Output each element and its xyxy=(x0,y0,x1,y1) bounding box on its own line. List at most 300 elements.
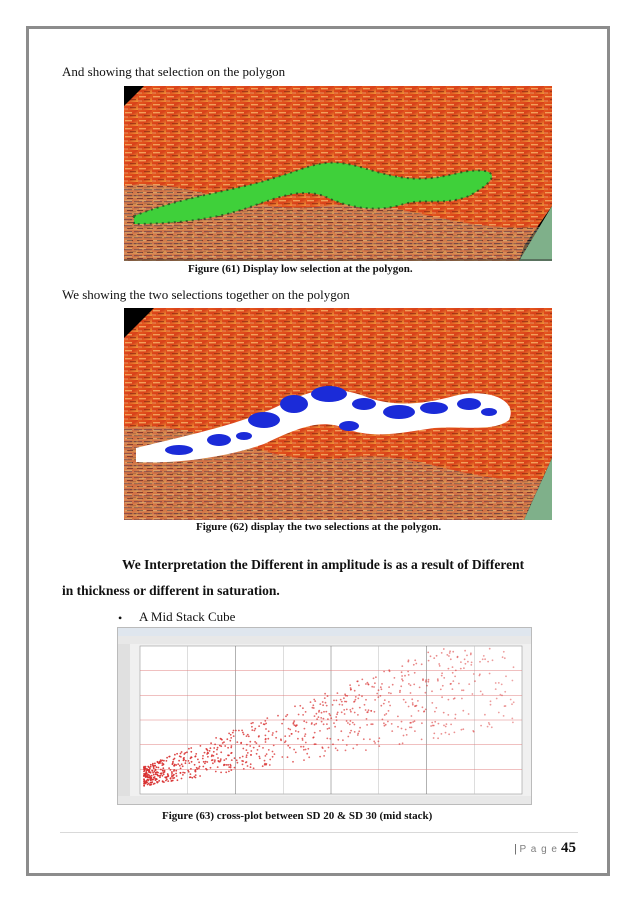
crossplot-point xyxy=(470,664,472,666)
crossplot-point xyxy=(154,783,156,785)
crossplot-point xyxy=(340,730,342,732)
crossplot-point xyxy=(397,726,399,728)
crossplot-point xyxy=(303,759,305,761)
crossplot-point xyxy=(289,735,291,737)
crossplot-point xyxy=(480,691,482,693)
crossplot-point xyxy=(388,692,390,694)
crossplot-point xyxy=(154,770,156,772)
figure-63-caption: Figure (63) cross-plot between SD 20 & SD 30 (mid stack) xyxy=(162,810,433,822)
crossplot-point xyxy=(159,762,161,764)
crossplot-point xyxy=(388,686,390,688)
crossplot-point xyxy=(321,712,323,714)
crossplot-point xyxy=(371,686,373,688)
crossplot-point xyxy=(321,746,323,748)
crossplot-point xyxy=(378,741,380,743)
crossplot-point xyxy=(143,778,145,780)
crossplot-point xyxy=(198,767,200,769)
crossplot-point xyxy=(391,730,393,732)
crossplot-point xyxy=(370,710,372,712)
crossplot-point xyxy=(505,705,507,707)
crossplot-point xyxy=(163,760,165,762)
crossplot-point xyxy=(407,671,409,673)
crossplot-point xyxy=(433,733,435,735)
crossplot-point xyxy=(408,674,410,676)
crossplot-point xyxy=(224,745,226,747)
crossplot-point xyxy=(235,730,237,732)
crossplot-point xyxy=(443,725,445,727)
crossplot-point xyxy=(415,663,417,665)
crossplot-point xyxy=(153,767,155,769)
crossplot-point xyxy=(152,772,154,774)
crossplot-point xyxy=(213,747,215,749)
crossplot-point xyxy=(182,765,184,767)
crossplot-point xyxy=(198,761,200,763)
crossplot-point xyxy=(246,754,248,756)
crossplot-point xyxy=(164,776,166,778)
crossplot-point xyxy=(357,714,359,716)
crossplot-point xyxy=(383,703,385,705)
crossplot-point xyxy=(461,689,463,691)
crossplot-point xyxy=(328,747,330,749)
crossplot-point xyxy=(303,746,305,748)
crossplot-point xyxy=(306,753,308,755)
crossplot-point xyxy=(251,726,253,728)
crossplot-point xyxy=(434,721,436,723)
crossplot-point xyxy=(394,677,396,679)
crossplot-point xyxy=(484,714,486,716)
crossplot-point xyxy=(430,655,432,657)
crossplot-point xyxy=(273,745,275,747)
crossplot-point xyxy=(151,781,153,783)
crossplot-point xyxy=(346,695,348,697)
crossplot-point xyxy=(214,744,216,746)
crossplot-point xyxy=(230,767,232,769)
crossplot-point xyxy=(381,683,383,685)
crossplot-point xyxy=(312,737,314,739)
crossplot-point xyxy=(191,761,193,763)
crossplot-point xyxy=(285,740,287,742)
crossplot-point xyxy=(177,779,179,781)
crossplot-point xyxy=(347,722,349,724)
crossplot-point xyxy=(405,701,407,703)
crossplot-point xyxy=(336,713,338,715)
crossplot-point xyxy=(285,715,287,717)
crossplot-point xyxy=(328,727,330,729)
crossplot-point xyxy=(230,747,232,749)
crossplot-point xyxy=(505,675,507,677)
crossplot-toolbar xyxy=(118,636,531,644)
page-footer xyxy=(514,840,576,857)
bullet-item-text: A Mid Stack Cube xyxy=(139,609,236,624)
crossplot-point xyxy=(190,751,192,753)
crossplot-point xyxy=(380,705,382,707)
crossplot-point xyxy=(150,777,152,779)
crossplot-point xyxy=(149,784,151,786)
crossplot-point xyxy=(421,739,423,741)
crossplot-point xyxy=(450,683,452,685)
crossplot-point xyxy=(504,657,506,659)
crossplot-point xyxy=(322,704,324,706)
crossplot-side-toolbar xyxy=(118,644,130,804)
crossplot-point xyxy=(342,739,344,741)
crossplot-point xyxy=(143,767,145,769)
crossplot-point xyxy=(252,722,254,724)
crossplot-point xyxy=(323,711,325,713)
crossplot-point xyxy=(277,715,279,717)
crossplot-point xyxy=(175,764,177,766)
crossplot-point xyxy=(242,764,244,766)
crossplot-point xyxy=(163,773,165,775)
crossplot-point xyxy=(162,767,164,769)
crossplot-point xyxy=(172,780,174,782)
intro-line-2: We showing the two selections together on the polygon xyxy=(62,287,350,302)
crossplot-point xyxy=(408,659,410,661)
crossplot-point xyxy=(215,771,217,773)
crossplot-point xyxy=(434,711,436,713)
crossplot-point xyxy=(173,765,175,767)
crossplot-point xyxy=(161,764,163,766)
crossplot-point xyxy=(150,764,152,766)
crossplot-point xyxy=(178,760,180,762)
crossplot-point xyxy=(322,701,324,703)
crossplot-point xyxy=(253,767,255,769)
crossplot-point xyxy=(206,769,208,771)
crossplot-point xyxy=(294,705,296,707)
crossplot-point xyxy=(314,724,316,726)
crossplot-point xyxy=(154,765,156,767)
crossplot-point xyxy=(373,677,375,679)
figure-61-caption: Figure (61) Display low selection at the polygon. xyxy=(188,263,413,275)
crossplot-point xyxy=(411,715,413,717)
crossplot-point xyxy=(341,711,343,713)
crossplot-point xyxy=(385,713,387,715)
crossplot-point xyxy=(442,685,444,687)
crossplot-point xyxy=(157,772,159,774)
crossplot-point xyxy=(206,761,208,763)
crossplot-point xyxy=(328,713,330,715)
crossplot-point xyxy=(275,737,277,739)
crossplot-point xyxy=(414,720,416,722)
crossplot-point xyxy=(246,735,248,737)
crossplot-point xyxy=(401,678,403,680)
crossplot-point xyxy=(422,706,424,708)
crossplot-point xyxy=(431,690,433,692)
crossplot-point xyxy=(326,738,328,740)
crossplot-point xyxy=(344,713,346,715)
crossplot-point xyxy=(450,724,452,726)
crossplot-point xyxy=(145,783,147,785)
crossplot-point xyxy=(357,733,359,735)
crossplot-point xyxy=(318,716,320,718)
crossplot-point xyxy=(401,675,403,677)
crossplot-point xyxy=(264,760,266,762)
crossplot-point xyxy=(358,685,360,687)
crossplot-point xyxy=(174,754,176,756)
crossplot-point xyxy=(337,692,339,694)
crossplot-point xyxy=(284,735,286,737)
crossplot-point xyxy=(412,702,414,704)
crossplot-point xyxy=(365,749,367,751)
crossplot-point xyxy=(319,703,321,705)
crossplot-point xyxy=(378,745,380,747)
crossplot-point xyxy=(484,658,486,660)
crossplot-point xyxy=(366,711,368,713)
crossplot-point xyxy=(324,693,326,695)
crossplot-point xyxy=(449,650,451,652)
crossplot-point xyxy=(335,747,337,749)
crossplot-point xyxy=(482,658,484,660)
figure-62-caption: Figure (62) display the two selections at the polygon. xyxy=(196,521,442,533)
crossplot-point xyxy=(487,726,489,728)
crossplot-point xyxy=(427,652,429,654)
crossplot-point xyxy=(361,695,363,697)
crossplot-point xyxy=(227,754,229,756)
crossplot-point xyxy=(232,732,234,734)
crossplot-point xyxy=(144,769,146,771)
crossplot-point xyxy=(511,718,513,720)
crossplot-point xyxy=(361,679,363,681)
crossplot-point xyxy=(448,699,450,701)
crossplot-point xyxy=(365,709,367,711)
crossplot-point xyxy=(347,736,349,738)
crossplot-point xyxy=(388,710,390,712)
crossplot-point xyxy=(316,713,318,715)
crossplot-point xyxy=(185,760,187,762)
crossplot-point xyxy=(283,719,285,721)
crossplot-point xyxy=(214,759,216,761)
crossplot-point xyxy=(265,735,267,737)
crossplot-point xyxy=(181,763,183,765)
crossplot-point xyxy=(258,735,260,737)
crossplot-point xyxy=(327,728,329,730)
crossplot-point xyxy=(155,779,157,781)
crossplot-point xyxy=(236,759,238,761)
crossplot-point xyxy=(366,718,368,720)
crossplot-point xyxy=(417,700,419,702)
crossplot-point xyxy=(374,699,376,701)
crossplot-point xyxy=(250,766,252,768)
crossplot-point xyxy=(180,756,182,758)
crossplot-point xyxy=(231,752,233,754)
crossplot-point xyxy=(197,759,199,761)
crossplot-point xyxy=(382,719,384,721)
crossplot-point xyxy=(350,688,352,690)
crossplot-point xyxy=(452,688,454,690)
crossplot-point xyxy=(365,699,367,701)
crossplot-point xyxy=(366,724,368,726)
crossplot-point xyxy=(329,715,331,717)
crossplot-point xyxy=(490,704,492,706)
crossplot-point xyxy=(414,730,416,732)
crossplot-point xyxy=(168,767,170,769)
crossplot-point xyxy=(155,772,157,774)
crossplot-point xyxy=(349,709,351,711)
crossplot-point xyxy=(218,761,220,763)
crossplot-point xyxy=(238,730,240,732)
crossplot-point xyxy=(458,683,460,685)
crossplot-point xyxy=(223,764,225,766)
crossplot-point xyxy=(335,716,337,718)
crossplot-point xyxy=(447,714,449,716)
crossplot-point xyxy=(325,711,327,713)
crossplot-point xyxy=(250,754,252,756)
crossplot-point xyxy=(286,714,288,716)
crossplot-point xyxy=(163,781,165,783)
crossplot-point xyxy=(199,775,201,777)
crossplot-point xyxy=(213,751,215,753)
crossplot-point xyxy=(297,738,299,740)
crossplot-point xyxy=(441,672,443,674)
crossplot-point xyxy=(289,729,291,731)
crossplot-point xyxy=(495,682,497,684)
crossplot-point xyxy=(332,743,334,745)
crossplot-point xyxy=(191,757,193,759)
crossplot-point xyxy=(212,762,214,764)
crossplot-point xyxy=(230,765,232,767)
crossplot-point xyxy=(265,741,267,743)
crossplot-point xyxy=(204,752,206,754)
crossplot-point xyxy=(268,749,270,751)
crossplot-point xyxy=(148,766,150,768)
crossplot-point xyxy=(156,766,158,768)
crossplot-point xyxy=(465,663,467,665)
crossplot-point xyxy=(462,710,464,712)
crossplot-point xyxy=(489,673,491,675)
crossplot-point xyxy=(454,718,456,720)
crossplot-point xyxy=(257,749,259,751)
crossplot-point xyxy=(418,710,420,712)
crossplot-point xyxy=(164,771,166,773)
crossplot-point xyxy=(513,701,515,703)
crossplot-point xyxy=(482,693,484,695)
crossplot-point xyxy=(402,680,404,682)
crossplot-point xyxy=(185,762,187,764)
crossplot-point xyxy=(248,736,250,738)
crossplot-point xyxy=(320,717,322,719)
crossplot-point xyxy=(231,759,233,761)
crossplot-point xyxy=(462,728,464,730)
crossplot-point xyxy=(512,680,514,682)
crossplot-point xyxy=(214,761,216,763)
crossplot-point xyxy=(308,756,310,758)
crossplot-point xyxy=(425,679,427,681)
crossplot-point xyxy=(162,775,164,777)
crossplot-point xyxy=(233,730,235,732)
crossplot-point xyxy=(155,769,157,771)
crossplot-point xyxy=(256,753,258,755)
crossplot-point xyxy=(300,746,302,748)
footer-rule xyxy=(60,832,578,833)
crossplot-point xyxy=(473,673,475,675)
crossplot-point xyxy=(463,689,465,691)
crossplot-point xyxy=(225,771,227,773)
crossplot-point xyxy=(401,728,403,730)
crossplot-point xyxy=(344,701,346,703)
crossplot-point xyxy=(446,723,448,725)
crossplot-point xyxy=(216,749,218,751)
crossplot-point xyxy=(355,699,357,701)
crossplot-point xyxy=(316,718,318,720)
crossplot-point xyxy=(343,697,345,699)
crossplot-point xyxy=(350,711,352,713)
crossplot-point xyxy=(326,723,328,725)
crossplot-point xyxy=(187,770,189,772)
crossplot-point xyxy=(454,732,456,734)
crossplot-point xyxy=(247,734,249,736)
crossplot-point xyxy=(217,757,219,759)
crossplot-point xyxy=(487,661,489,663)
crossplot-point xyxy=(250,763,252,765)
crossplot-point xyxy=(363,738,365,740)
crossplot-point xyxy=(148,770,150,772)
crossplot-point xyxy=(332,704,334,706)
crossplot-point xyxy=(205,761,207,763)
crossplot-point xyxy=(294,724,296,726)
crossplot-point xyxy=(262,747,264,749)
crossplot-point xyxy=(242,756,244,758)
crossplot-point xyxy=(287,745,289,747)
crossplot-point xyxy=(400,685,402,687)
crossplot-point xyxy=(337,739,339,741)
crossplot-point xyxy=(295,752,297,754)
crossplot-point xyxy=(241,760,243,762)
crossplot-point xyxy=(206,753,208,755)
crossplot-point xyxy=(190,747,192,749)
crossplot-point xyxy=(443,712,445,714)
crossplot-point xyxy=(144,781,146,783)
crossplot-point xyxy=(170,778,172,780)
crossplot-point xyxy=(388,669,390,671)
crossplot-svg xyxy=(118,628,531,804)
crossplot-point xyxy=(408,683,410,685)
crossplot-point xyxy=(181,751,183,753)
crossplot-point xyxy=(380,695,382,697)
crossplot-point xyxy=(343,709,345,711)
crossplot-point xyxy=(222,742,224,744)
crossplot-point xyxy=(209,750,211,752)
crossplot-point xyxy=(168,756,170,758)
crossplot-point xyxy=(158,780,160,782)
crossplot-point xyxy=(188,762,190,764)
crossplot-point xyxy=(413,684,415,686)
crossplot-point xyxy=(242,748,244,750)
crossplot-point xyxy=(227,747,229,749)
crossplot-point xyxy=(265,739,267,741)
crossplot-point xyxy=(491,726,493,728)
crossplot-point xyxy=(432,725,434,727)
crossplot-point xyxy=(186,751,188,753)
crossplot-point xyxy=(230,769,232,771)
crossplot-point xyxy=(199,766,201,768)
crossplot-point xyxy=(454,697,456,699)
crossplot-point xyxy=(441,696,443,698)
crossplot-point xyxy=(399,743,401,745)
crossplot-point xyxy=(143,766,145,768)
crossplot-point xyxy=(168,775,170,777)
crossplot-point xyxy=(431,702,433,704)
crossplot-point xyxy=(352,708,354,710)
crossplot-point xyxy=(160,759,162,761)
crossplot-point xyxy=(388,701,390,703)
crossplot-point xyxy=(202,758,204,760)
crossplot-point xyxy=(341,701,343,703)
crossplot-point xyxy=(460,668,462,670)
crossplot-point xyxy=(452,651,454,653)
crossplot-point xyxy=(359,707,361,709)
footer-page-label: P a g e xyxy=(519,844,558,855)
crossplot-point xyxy=(152,763,154,765)
crossplot-point xyxy=(472,693,474,695)
